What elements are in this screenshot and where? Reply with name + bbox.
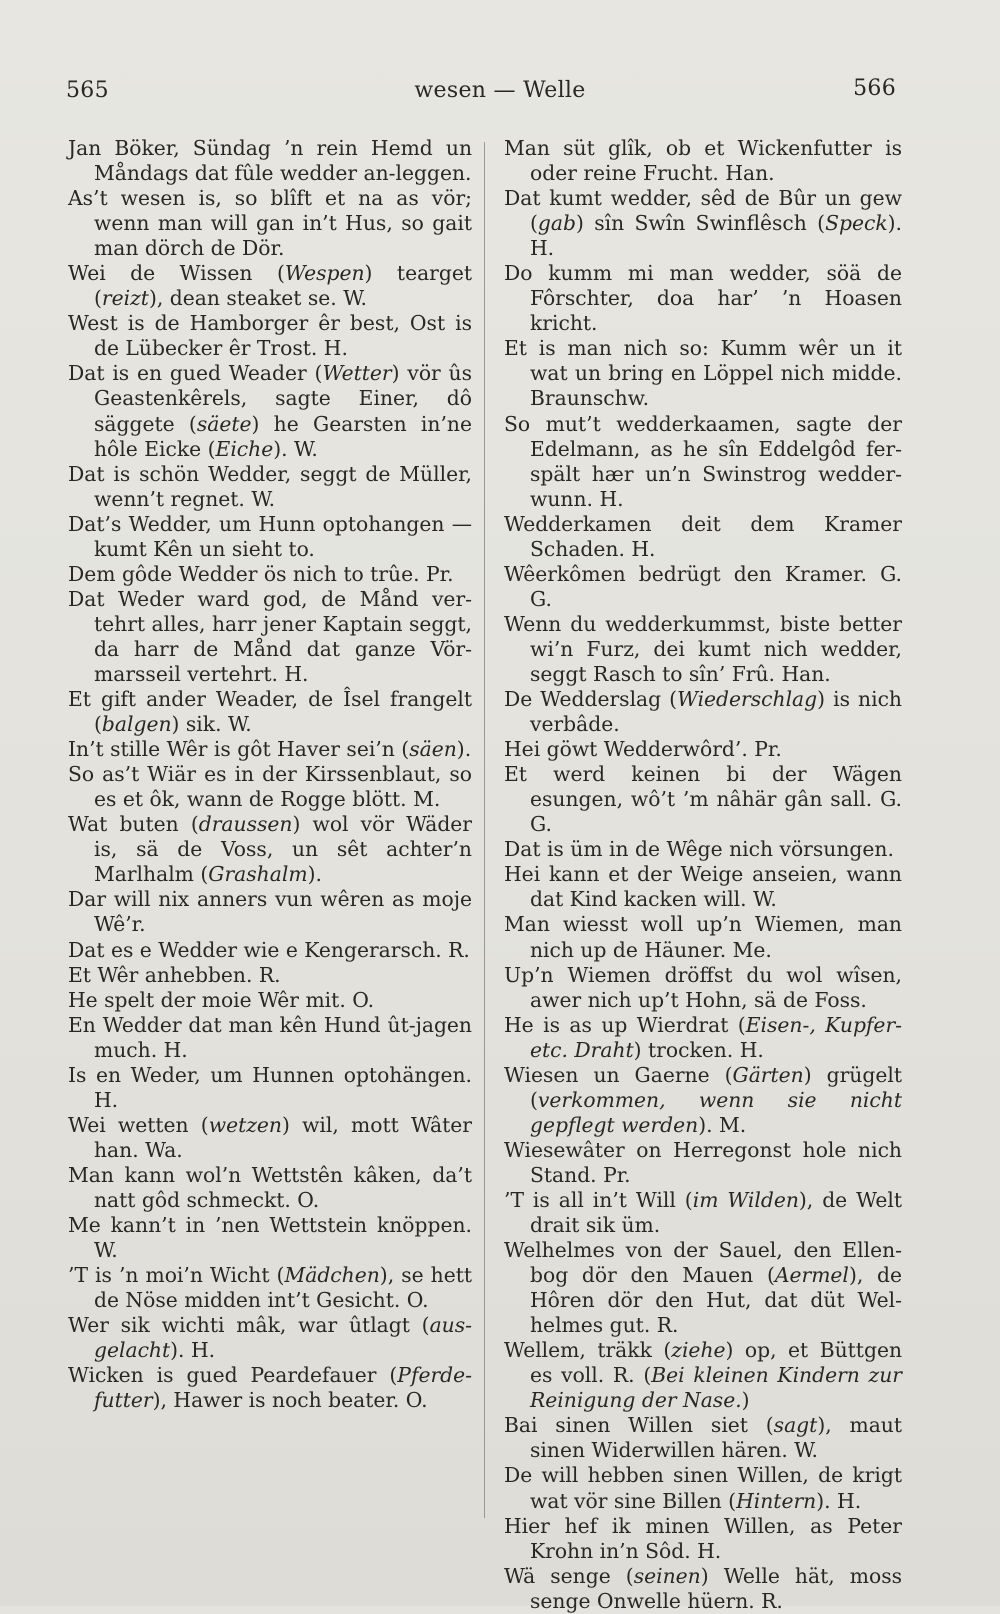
proverb-entry: [504, 837, 902, 862]
proverb-entry: [504, 963, 902, 1013]
proverb-entry: [504, 1188, 902, 1238]
entry-text: Is en Weder, um Hunnen optohängen. H.: [68, 1062, 472, 1112]
proverb-entry: [68, 1163, 472, 1213]
proverb-entry: [68, 587, 472, 687]
proverb-entry: [68, 1213, 472, 1263]
proverb-entry: [68, 963, 472, 988]
entry-gloss: Wetter: [322, 361, 392, 386]
entry-text: ) vör ûs Geastenkêrels, sagte Einer, dô säggete (: [94, 361, 473, 436]
entry-gloss: ziehe: [671, 1338, 726, 1363]
entry-text: Dat’s Wedder, um Hunn optohangen — kumt Kên un sieht to.: [68, 511, 472, 561]
entry-text: ), Hawer is noch beater. O.: [152, 1388, 428, 1413]
proverb-entry: [504, 1514, 902, 1564]
entry-text: ) wol vör Wäder is, sä de Voss, un sêt achter’n Marlhalm (: [94, 812, 472, 887]
entry-text: Wêerkômen bedrügt den Kramer. G. G.: [504, 561, 902, 611]
entry-gloss: Hintern: [736, 1488, 817, 1513]
entry-text: Wei wetten (: [68, 1112, 209, 1137]
entry-gloss: balgen: [101, 712, 172, 737]
entry-gloss: im Wilden: [692, 1187, 799, 1212]
entry-text: De Wedderslag (: [504, 687, 678, 712]
entry-text: ): [741, 1388, 750, 1413]
entry-gloss: säete: [196, 411, 252, 436]
proverb-entry: [504, 1564, 902, 1614]
entry-text: ), dean steaket se. W.: [148, 286, 367, 311]
proverb-entry: [504, 612, 902, 687]
proverb-entry: [68, 361, 472, 461]
proverb-entry: [68, 988, 472, 1013]
proverb-entry: [504, 737, 902, 762]
entry-text: In’t stille Wêr is gôt Haver sei’n (: [68, 737, 410, 762]
entry-text: De will hebben sinen Willen, de krigt wat vör sine Billen (: [504, 1463, 902, 1513]
proverb-entry: [504, 687, 902, 737]
proverb-entry: [68, 762, 472, 812]
proverb-entry: [504, 186, 902, 261]
page-number-left: 565: [66, 78, 109, 103]
entry-text: Wicken is gued Peardefauer (: [68, 1363, 398, 1388]
entry-text: Wer sik wichti mâk, war ûtlagt (: [68, 1313, 430, 1338]
entry-text: ). W.: [273, 436, 318, 461]
proverb-entry: [68, 136, 472, 186]
running-head-title: wesen — Welle: [414, 78, 586, 103]
entry-text: Wenn du wedderkummst, biste better wi’n Furz, dei kumt nich wedder, seggt Rasch to sîn’ Frû. Han.: [504, 611, 902, 686]
entry-text: So as’t Wiär es in der Kirssenblaut, so es et ôk, wann de Rogge blött. M.: [68, 762, 472, 812]
entry-text: ). H.: [530, 211, 902, 261]
entry-text: Et Wêr anhebben. R.: [68, 962, 281, 987]
entry-gloss: verkommen, wenn sie nicht gepflegt werden: [530, 1087, 902, 1137]
proverb-entry: [504, 1238, 902, 1338]
proverb-entry: [504, 1013, 902, 1063]
proverb-entry: [504, 562, 902, 612]
entry-text: As’t wesen is, so blîft et na as vör; wenn man will gan in’t Hus, so gait man dörch de Dör.: [68, 186, 472, 261]
entry-text: ), de Welt drait sik üm.: [530, 1187, 902, 1238]
entry-gloss: Gärten: [732, 1062, 804, 1087]
entry-text: Up’n Wiemen dröffst du wol wîsen, awer nich up’t Hohn, sä de Foss.: [504, 962, 902, 1012]
entry-text: ) he Gearsten in’ne hôle Eicke (: [94, 411, 472, 461]
entry-text: Et werd keinen bi der Wägen esungen, wô’t ’m nâhär gân sall. G. G.: [504, 762, 902, 837]
entry-gloss: Eisen-, Kupfer- etc. Draht: [530, 1012, 902, 1062]
entry-gloss: sagt: [773, 1413, 818, 1438]
entry-text: Wat buten (: [68, 812, 199, 837]
entry-gloss: Wespen: [284, 261, 365, 286]
column-divider: [484, 142, 485, 1518]
entry-gloss: säen: [409, 737, 457, 762]
entry-text: En Wedder dat man kên Hund ût-jagen much. H.: [68, 1012, 472, 1062]
entry-gloss: Grashalm: [208, 862, 308, 887]
entry-text: ). H.: [170, 1338, 216, 1363]
entry-text: ) tearget (: [94, 261, 472, 311]
entry-gloss: draussen: [198, 812, 293, 837]
entry-gloss: Aermel: [774, 1263, 849, 1288]
proverb-entry: [68, 261, 472, 311]
proverb-entry: [504, 512, 902, 562]
proverb-entry: [68, 1363, 472, 1413]
entry-text: ’T is all in’t Will (: [504, 1187, 693, 1212]
entry-gloss: gab: [537, 211, 576, 236]
proverb-entry: [504, 412, 902, 512]
entry-gloss: Bei kleinen Kindern zur Reinigung der Nase.: [530, 1363, 903, 1413]
entry-text: Wellem, träkk (: [504, 1338, 672, 1363]
entry-text: ) sîn Swîn Swinflêsch (: [575, 211, 826, 236]
proverb-entry: [68, 687, 472, 737]
proverb-entry: [504, 1138, 902, 1188]
entry-text: ), de Hôren dör den Hut, dat düt Wel-helmes gut. R.: [530, 1263, 902, 1338]
entry-text: Wei de Wissen (: [68, 261, 285, 286]
proverb-entry: [504, 762, 902, 837]
entry-text: ), maut sinen Widerwillen hären. W.: [530, 1413, 903, 1463]
entry-text: ) sik. W.: [171, 712, 252, 737]
proverb-entry: [504, 261, 902, 336]
proverb-entry: [504, 136, 902, 186]
entry-text: Wiesen un Gaerne (: [504, 1062, 733, 1087]
proverb-entry: [68, 1013, 472, 1063]
entry-gloss: Mädchen: [284, 1263, 380, 1288]
entry-text: ) grügelt (: [530, 1062, 902, 1112]
proverb-entry: [68, 812, 472, 887]
entry-text: ) trocken. H.: [633, 1037, 764, 1062]
entry-text: ) op, et Büttgen es voll. R. (: [530, 1338, 903, 1388]
entry-gloss: Eiche: [215, 436, 274, 461]
proverb-entry: [68, 1063, 472, 1113]
proverb-entry: [68, 1113, 472, 1163]
entry-text: Et is man nich so: Kumm wêr un it wat un bring en Löppel nich midde. Braunschw.: [504, 336, 902, 411]
proverb-entry: [504, 1463, 902, 1513]
proverb-entry: [68, 938, 472, 963]
entry-text: Hei kann et der Weige anseien, wann dat Kind kacken will. W.: [504, 862, 902, 912]
entry-text: Hei göwt Wedderwôrd’. Pr.: [504, 737, 782, 762]
entry-text: ).: [456, 737, 472, 762]
entry-text: Hier hef ik minen Willen, as Peter Krohn in’n Sôd. H.: [504, 1513, 902, 1563]
entry-gloss: reizt: [101, 286, 149, 311]
entry-text: Man kann wol’n Wettstên kâken, da’t natt gôd schmeckt. O.: [68, 1162, 472, 1212]
entry-text: Dat Weder ward god, de Månd ver-tehrt alles, harr jener Kaptain seggt, da harr de Månd dat ganze Vör-marsseil vertehrt. H.: [68, 586, 472, 686]
entry-text: Jan Böker, Sündag ’n rein Hemd un Måndags dat fûle wedder an-leggen.: [68, 136, 472, 186]
entry-text: Welhelmes von der Sauel, den Ellen-bog dör den Mauen (: [504, 1238, 902, 1288]
proverb-entry: [68, 512, 472, 562]
entry-text: Wiesewâter on Herregonst hole nich Stand. Pr.: [504, 1137, 902, 1187]
entry-text: ), se hett de Nöse midden int’t Gesicht. O.: [94, 1263, 473, 1313]
proverb-entry: [504, 862, 902, 912]
page-number-right: 566: [853, 76, 896, 101]
entry-text: ).: [307, 862, 322, 887]
proverb-entry: [504, 912, 902, 962]
proverb-entry: [68, 462, 472, 512]
entry-text: He spelt der moie Wêr mit. O.: [68, 987, 375, 1012]
proverb-entry: [68, 186, 472, 261]
entry-gloss: wetzen: [208, 1112, 282, 1137]
entry-text: He is as up Wierdrat (: [504, 1012, 746, 1037]
entry-gloss: Wiederschlag: [677, 687, 818, 712]
entry-text: Wedderkamen deit dem Kramer Schaden. H.: [504, 511, 902, 561]
proverb-entry: [504, 1338, 902, 1413]
entry-text: Me kann’t in ’nen Wettstein knöppen. W.: [68, 1213, 472, 1263]
entry-text: ). H.: [816, 1488, 862, 1513]
entry-text: Wä senge (: [504, 1563, 634, 1588]
proverb-entry: [504, 1413, 902, 1463]
entry-gloss: Speck: [825, 211, 888, 236]
entry-text: Bai sinen Willen siet (: [504, 1413, 774, 1438]
entry-text: Dar will nix anners vun wêren as moje Wê’r.: [68, 887, 472, 937]
entry-gloss: aus-gelacht: [94, 1313, 472, 1363]
proverb-entry: [68, 311, 472, 361]
proverb-entry: [68, 1313, 472, 1363]
entry-text: Et gift ander Weader, de Îsel frangelt (: [68, 687, 472, 737]
entry-text: Man wiesst woll up’n Wiemen, man nich up de Häuner. Me.: [504, 912, 902, 962]
entry-text: So mut’t wedderkaamen, sagte der Edelmann, as he sîn Eddelgôd fer-spält hær un’n Swinstrog wedder-wunn. H.: [504, 411, 902, 511]
entry-text: ). M.: [698, 1112, 747, 1137]
entry-text: ) is nich verbâde.: [530, 687, 902, 737]
left-column: [68, 136, 472, 1413]
proverb-entry: [68, 1263, 472, 1313]
entry-text: Dat kumt wedder, sêd de Bûr un gew (: [504, 186, 902, 236]
entry-text: Dat is en gued Weader (: [68, 361, 323, 386]
proverb-entry: [504, 1063, 902, 1138]
entry-text: ) Welle hät, moss senge Onwelle hüern. R.: [530, 1563, 903, 1613]
entry-text: Dem gôde Wedder ös nich to trûe. Pr.: [68, 561, 454, 586]
entry-gloss: Pferde-futter: [94, 1363, 472, 1413]
entry-text: Do kumm mi man wedder, söä de Fôrschter, doa har’ ’n Hoasen kricht.: [504, 261, 902, 336]
proverb-entry: [504, 336, 902, 411]
entry-text: Dat is üm in de Wêge nich vörsungen.: [504, 837, 894, 862]
proverb-entry: [68, 562, 472, 587]
entry-text: Dat es e Wedder wie e Kengerarsch. R.: [68, 937, 470, 962]
proverb-entry: [68, 887, 472, 937]
entry-text: ) wil, mott Wâter han. Wa.: [94, 1112, 472, 1162]
entry-text: West is de Hamborger êr best, Ost is de Lübecker êr Trost. H.: [68, 311, 472, 361]
entry-text: Dat is schön Wedder, seggt de Müller, wenn’t regnet. W.: [68, 461, 472, 511]
entry-gloss: seinen: [633, 1563, 701, 1588]
proverb-entry: [68, 737, 472, 762]
entry-text: Man süt glîk, ob et Wickenfutter is oder reine Frucht. Han.: [504, 136, 902, 186]
entry-text: ’T is ’n moi’n Wicht (: [68, 1263, 285, 1288]
right-column: [504, 136, 902, 1614]
